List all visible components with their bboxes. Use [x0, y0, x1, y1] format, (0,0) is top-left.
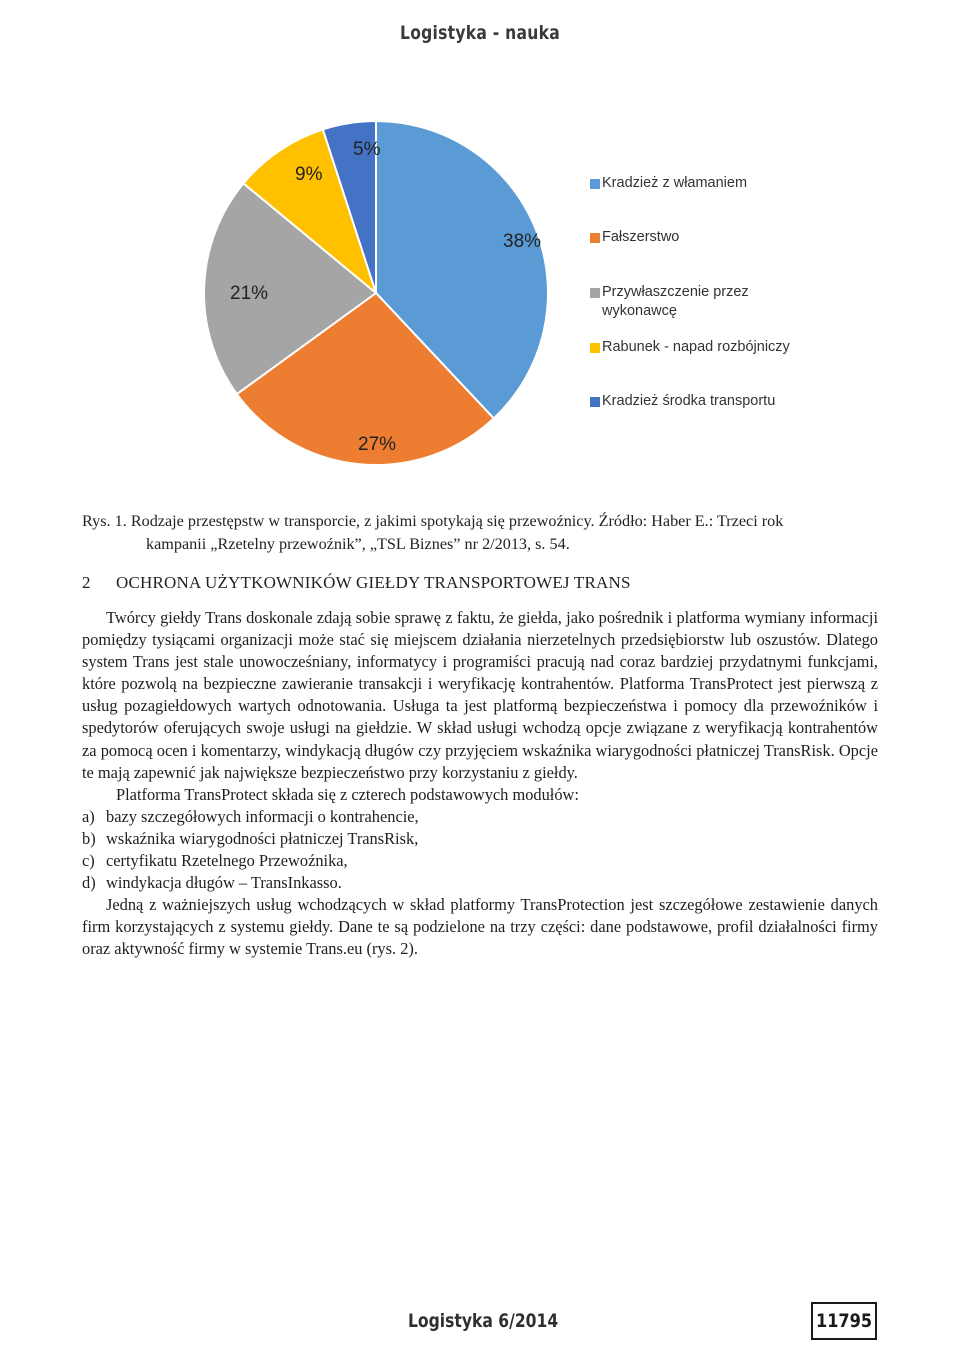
- list-item-text: wskaźnika wiarygodności płatniczej TransRisk,: [106, 828, 419, 848]
- legend-label: Kradzież środka transportu: [602, 393, 776, 409]
- legend-swatch: [590, 233, 600, 243]
- list-item-label: b): [82, 828, 96, 848]
- legend-swatch: [590, 397, 600, 407]
- pie-chart: [120, 60, 880, 485]
- list-item-label: a): [82, 806, 95, 826]
- list-item-text: bazy szczegółowych informacji o kontrahencie,: [106, 806, 419, 826]
- list-item-text: certyfikatu Rzetelnego Przewoźnika,: [106, 851, 348, 871]
- journal-header-title: Logistyka - nauka: [400, 22, 560, 44]
- footer-journal-issue: Logistyka 6/2014: [408, 1310, 559, 1332]
- legend-item-przywlaszczenie: [590, 283, 880, 321]
- legend-label: Przywłaszczenie przez wykonawcę: [602, 284, 749, 319]
- legend-item-kradziez-z-wlamaniem: [590, 174, 880, 193]
- figure-caption-line-2: kampanii „Rzetelny przewoźnik”, „TSL Biznes” nr 2/2013, s. 54.: [146, 535, 570, 553]
- pie-slice-label-1: 38%: [503, 231, 542, 252]
- list-item: [82, 828, 878, 850]
- pie-chart-svg: [120, 60, 880, 485]
- pie-slice-label-2: 27%: [358, 434, 397, 455]
- legend-label: Kradzież z włamaniem: [602, 175, 748, 191]
- legend-swatch: [590, 179, 600, 189]
- legend-label: Rabunek - napad rozbójniczy: [602, 339, 790, 355]
- section-heading: [82, 573, 882, 593]
- legend-item-rabunek: [590, 338, 880, 357]
- paragraph: Twórcy giełdy Trans doskonale zdają sobie sprawę z faktu, że giełda, jako pośrednik i platforma wymiany informacji pomiędzy tysiącami organizacji może stać się miejscem działania nierzetelnych przedsiębiorstw lub oszustów. Dlatego system Trans jest stale unowocześniany, informatycy i programiści pracują nad coraz bardziej przydatnymi funkcjami, które pozwolą na bezpieczne zawieranie transakcji i weryfikację kontrahentów. Platforma TransProtect jest pierwszą z usług pozagiełdowych wartych odnotowania. Usługa ta jest platformą bezpieczeństwa i pomocy dla przewoźników i spedytorów oferujących swoje usługi na giełdzie. W skład usługi wchodzą opcje związane z weryfikacją kontrahentów za pomocą ocen i komentarzy, windykacją długów czy przyjęciem wskaźnika wiarygodności płatniczej TransRisk. Opcje te mają zapewnić jak największe bezpieczeństwo przy korzystaniu z giełdy.: [82, 608, 878, 782]
- pie-slice-label-5: 5%: [353, 139, 381, 160]
- pie-slice-label-3: 21%: [230, 283, 269, 304]
- module-list: [82, 806, 878, 894]
- section-title: OCHRONA UŻYTKOWNIKÓW GIEŁDY TRANSPORTOWEJ TRANS: [116, 573, 631, 592]
- legend-swatch: [590, 343, 600, 353]
- page-number-box: [811, 1302, 877, 1340]
- section-number: 2: [82, 573, 91, 592]
- legend-item-kradziez-srodka-transportu: [590, 392, 880, 411]
- figure-caption: [82, 510, 882, 556]
- paragraph: Platforma TransProtect składa się z czterech podstawowych modułów:: [116, 784, 579, 804]
- legend-label: Fałszerstwo: [602, 229, 680, 245]
- article-body: [82, 607, 878, 961]
- list-item-label: d): [82, 873, 96, 893]
- list-item: [82, 872, 878, 894]
- list-item-text: windykacja długów – TransInkasso.: [106, 873, 342, 893]
- list-item: [82, 806, 878, 828]
- page-number: 11795: [815, 1310, 873, 1332]
- figure-caption-line-1: Rys. 1. Rodzaje przestępstw w transporcie, z jakimi spotykają się przewoźnicy. Źródło: Haber E.: Trzeci rok: [82, 512, 784, 530]
- paragraph: Jedną z ważniejszych usług wchodzących w skład platformy TransProtection jest szczegółowe zestawienie danych firm korzystających z systemu giełdy. Dane te są podzielone na trzy części: dane podstawowe, profil działalności firmy oraz aktywność firmy w systemie Trans.eu (rys. 2).: [82, 895, 878, 959]
- legend-item-falszerstwo: [590, 228, 880, 247]
- pie-slice-label-4: 9%: [295, 164, 323, 185]
- list-item-label: c): [82, 851, 95, 871]
- legend-swatch: [590, 288, 600, 298]
- list-item: [82, 850, 878, 872]
